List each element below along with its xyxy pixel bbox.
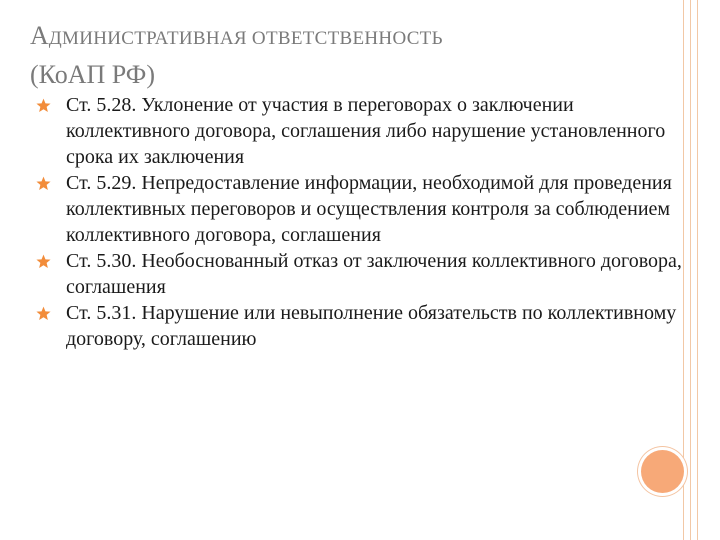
list-item-text: Ст. 5.31. Нарушение или невыполнение обязательств по коллективному договору, соглашению: [66, 302, 677, 350]
list-item-text: Ст. 5.29. Непредоставление информации, необходимой для проведения коллективных переговоров и осуществления контроля за соблюдением коллективного договора, соглашения: [66, 172, 672, 246]
star-bullet-icon: [36, 306, 51, 321]
title-line-2: (КоАП РФ): [30, 60, 155, 89]
star-bullet-icon: [36, 98, 51, 113]
list-item-text: Ст. 5.28. Уклонение от участия в переговорах о заключении коллективного договора, соглашения либо нарушение установленного срока их заключения: [66, 94, 666, 168]
slide-title: [30, 18, 670, 93]
decorative-circle: [641, 450, 684, 493]
title-initial: А: [30, 21, 49, 50]
bullet-list: [36, 92, 686, 352]
title-rest: ДМИНИСТРАТИВНАЯ ОТВЕТСТВЕННОСТЬ: [48, 28, 443, 49]
frame-line: [697, 0, 698, 540]
list-item: [36, 170, 686, 248]
list-item: [36, 300, 686, 352]
star-bullet-icon: [36, 254, 51, 269]
list-item-text: Ст. 5.30. Необоснованный отказ от заключения коллективного договора, соглашения: [66, 250, 682, 298]
list-item: [36, 92, 686, 170]
frame-line: [690, 0, 691, 540]
list-item: [36, 248, 686, 300]
star-bullet-icon: [36, 176, 51, 191]
title-line-1: [30, 18, 670, 57]
